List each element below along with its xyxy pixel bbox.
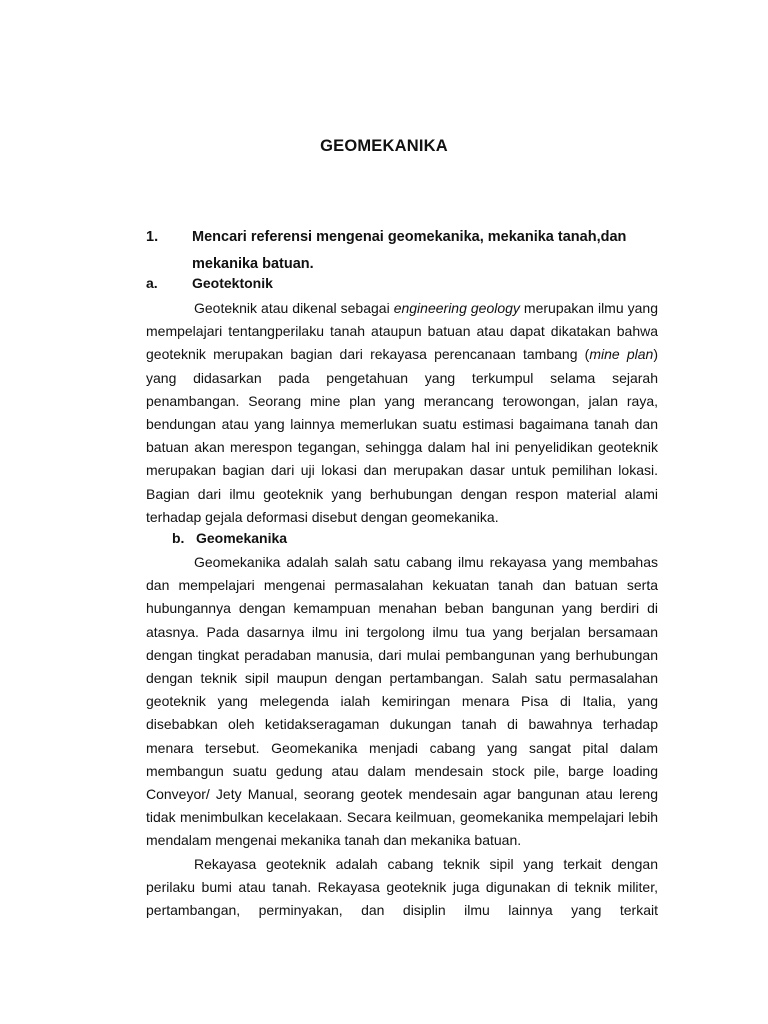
- subsection-a-body: [146, 297, 658, 529]
- section-heading-text: Mencari referensi mengenai geomekanika, mekanika tanah,dan mekanika batuan.: [192, 229, 627, 272]
- subsection-a-heading: [146, 275, 273, 291]
- subsection-a-paragraph: [146, 297, 658, 529]
- paragraph-text: ) yang didasarkan pada pengetahuan yang terkumpul selama sejarah penambangan. Seorang mine plan yang merancang terowongan, jalan raya, bendungan atau yang lainnya memerlukan suatu estimasi bagaimana tanah dan batuan akan merespon tegangan, sehingga dalam hal ini penyelidikan geoteknik merupakan bagian dari uji lokasi dan merupakan dasar untuk pemilihan lokasi. Bagian dari ilmu geoteknik yang berhubungan dengan respon material alami terhadap gejala deformasi disebut dengan geomekanika.: [146, 346, 658, 525]
- subsection-b-body: [146, 551, 658, 922]
- italic-term: engineering geology: [393, 300, 520, 316]
- subsection-b-paragraph-1: Geomekanika adalah salah satu cabang ilmu rekayasa yang membahas dan mempelajari mengenai permasalahan kekuatan tanah dan batuan serta hubungannya dengan kemampuan menahan beban bangunan yang berdiri di atasnya. Pada dasarnya ilmu ini tergolong ilmu tua yang berjalan bersamaan dengan tingkat peradaban manusia, dari mulai pembangunan yang berhubungan dengan teknik sipil maupun dengan pertambangan. Salah satu permasalahan geoteknik yang melegenda ialah kemiringan menara Pisa di Italia, yang disebabkan oleh ketidakseragaman dukungan tanah di bawahnya terhadap menara tersebut. Geomekanika menjadi cabang yang sangat pital dalam membangun suatu gedung atau dalam mendesain stock pile, barge loading Conveyor/ Jety Manual, seorang geotek mendesain agar bangunan atau lereng tidak menimbulkan kecelakaan. Secara keilmuan, geomekanika mempelajari lebih mendalam mengenai mekanika tanah dan mekanika batuan.: [146, 554, 658, 849]
- subsection-b-paragraph-2: Rekayasa geoteknik adalah cabang teknik sipil yang terkait dengan perilaku bumi atau tanah. Rekayasa geoteknik juga digunakan di teknik militer, pertambangan, perminyakan, dan disiplin ilmu lainnya yang terkait: [146, 855, 658, 919]
- section-heading: [146, 224, 666, 278]
- section-number: 1.: [146, 229, 159, 245]
- subsection-b-heading: [172, 530, 287, 546]
- paragraph-text: merupakan ilmu yang mempelajari tentangperilaku tanah ataupun batuan atau dapat dikatakan bahwa geoteknik merupakan bagian dari rekayasa perencanaan tambang (: [146, 300, 658, 363]
- subsection-a-letter: a.: [146, 275, 158, 291]
- document-title: GEOMEKANIKA: [320, 137, 448, 155]
- italic-term: mine plan: [589, 346, 654, 363]
- paragraph-text: Geoteknik atau dikenal sebagai: [194, 300, 394, 316]
- subsection-b-title: Geomekanika: [196, 530, 288, 546]
- subsection-a-title: Geotektonik: [192, 275, 273, 291]
- subsection-b-letter: b.: [172, 530, 185, 546]
